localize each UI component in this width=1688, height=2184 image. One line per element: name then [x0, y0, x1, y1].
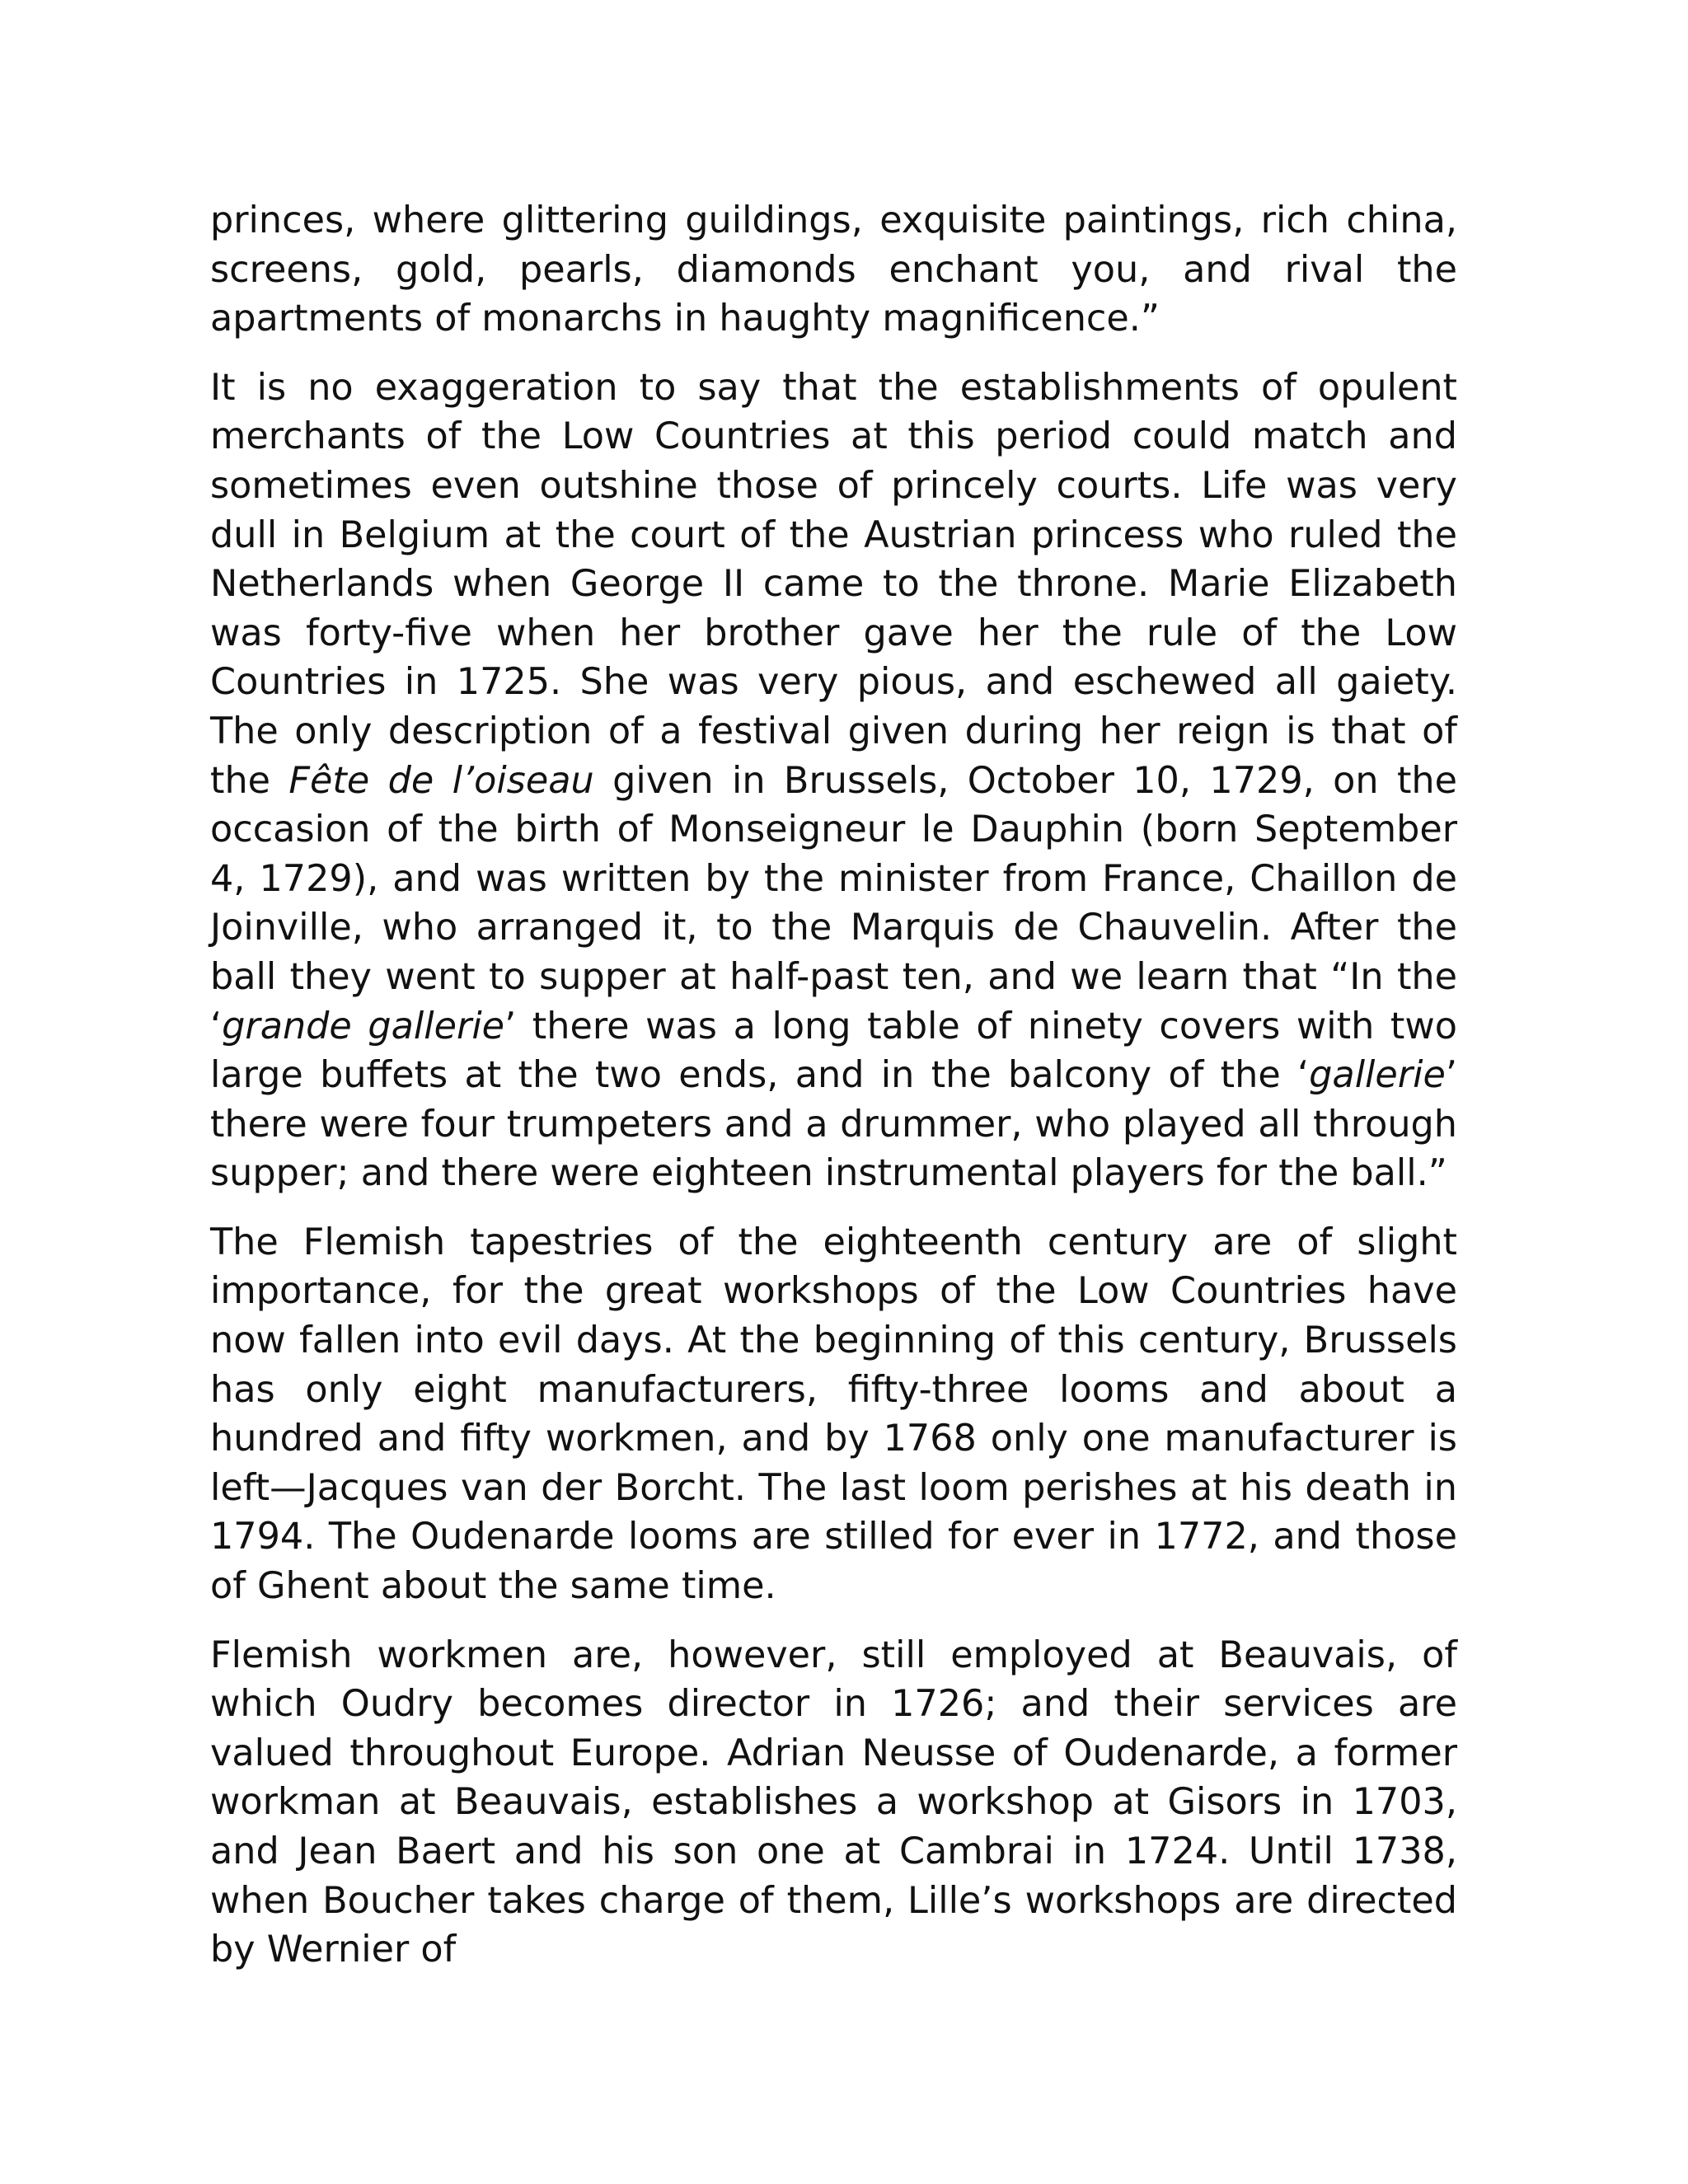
paragraph-4: [210, 1631, 1457, 1975]
italic-term-grande-gallerie: grande gallerie: [222, 1005, 505, 1047]
paragraph-4-text: Flemish workmen are, however, still employed at Beauvais, of which Oudry becomes director in 1726; and their services are valued throughout Europe. Adrian Neusse of Oudenarde, a former workman at Beauvais, establishes a workshop at Gisors in 1703, and Jean Baert and his son one at Cambrai in 1724. Until 1738, when Boucher takes charge of them, Lille’s workshops are directed by Wernier of: [210, 1633, 1457, 1971]
paragraph-2-text-a: It is no exaggeration to say that the establishments of opulent merchants of the Low Countries at this period could match and sometimes even outshine those of princely courts. Life was very dull in Belgium at the court of the Austrian princess who ruled the Netherlands when George II came to the throne. Marie Elizabeth was forty-five when her brother gave her the rule of the Low Countries in 1725. She was very pious, and eschewed all gaiety. The only description of a festival given during her reign is that of the: [210, 366, 1457, 802]
paragraph-2-text-c: ’ there was a long table of ninety covers with two large buffets at the two ends, and in the balcony of the ‘: [210, 1005, 1457, 1097]
paragraph-2: [210, 363, 1457, 1198]
paragraph-2-text-d: ’ there were four trumpeters and a drummer, who played all through supper; and there were eighteen instrumental players for the ball.”: [210, 1054, 1457, 1195]
paragraph-2-text-b: given in Brussels, October 10, 1729, on the occasion of the birth of Monseigneur le Dauphin (born September 4, 1729), and was written by the minister from France, Chaillon de Joinville, who arranged it, to the Marquis de Chauvelin. After the ball they went to supper at half-past ten, and we learn that “In the ‘: [210, 759, 1457, 1047]
italic-term-fete-de-loiseau: Fête de l’oiseau: [288, 759, 594, 802]
page-body: [210, 196, 1457, 1994]
paragraph-1-text: princes, where glittering guildings, exquisite paintings, rich china, screens, gold, pearls, diamonds enchant you, and rival the apartments of monarchs in haughty magnificence.”: [210, 199, 1457, 340]
paragraph-1: [210, 196, 1457, 344]
paragraph-3-text: The Flemish tapestries of the eighteenth century are of slight importance, for the great workshops of the Low Countries have now fallen into evil days. At the beginning of this century, Brussels has only eight manufacturers, fifty-three looms and about a hundred and fifty workmen, and by 1768 only one manufacturer is left—Jacques van der Borcht. The last loom perishes at his death in 1794. The Oudenarde looms are stilled for ever in 1772, and those of Ghent about the same time.: [210, 1221, 1457, 1608]
paragraph-3: [210, 1218, 1457, 1611]
italic-term-gallerie: gallerie: [1309, 1054, 1446, 1097]
